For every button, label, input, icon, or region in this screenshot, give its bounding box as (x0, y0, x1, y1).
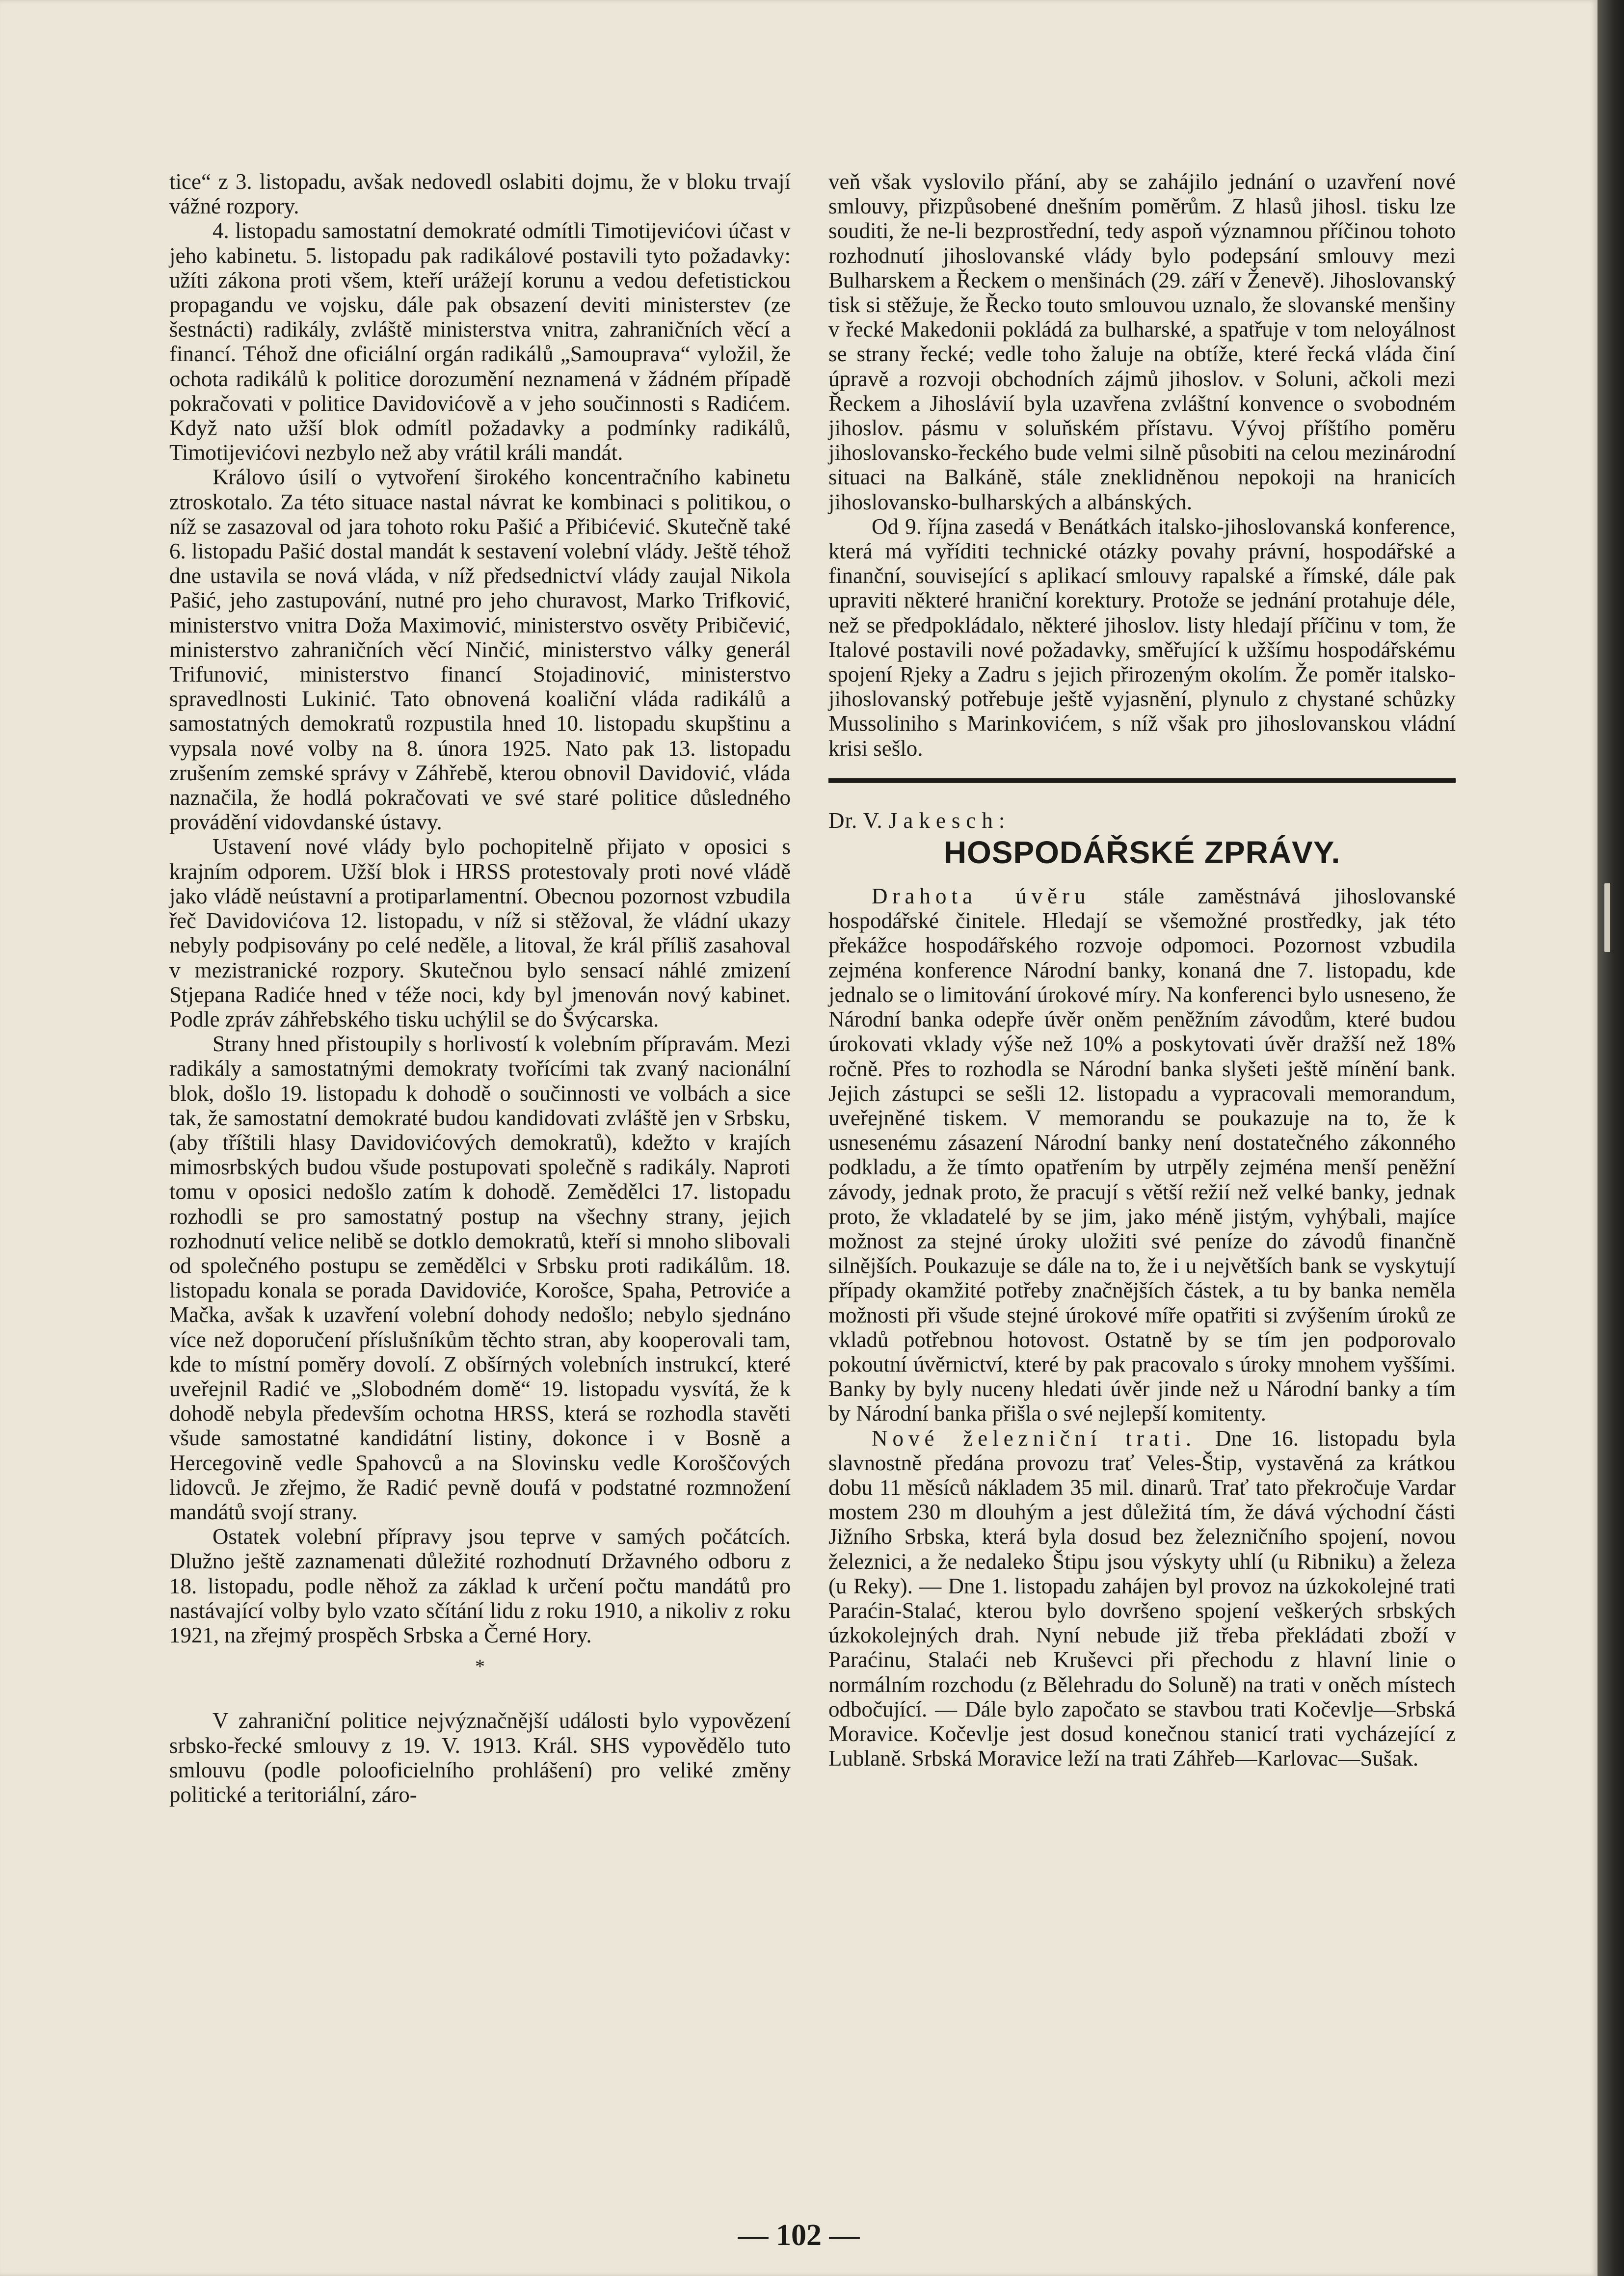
left-paragraph-7: V zahraniční politice nejvýznačnější události bylo vypovězení srbsko-řecké smlouvy z 19. V. 1913. Král. SHS vypovědělo tuto smlouvu (podle polooficielního prohlášení) pro veliké změny politické a teritoriální, záro- (169, 1708, 791, 1807)
left-paragraph-4: Ustavení nové vlády bylo pochopitelně přijato v oposici s krajním odporem. Užší blok i HRSS protestovaly proti nové vládě jako vládě neústavní a protiparlamentní. Obecnou pozornost vzbudila řeč Davidovićova 12. listopadu, v níž si stěžoval, že vládní ukazy nebyly podpisovány po celé neděle, a litoval, že král příliš zasahoval v mezistranické rozpory. Skutečnou bylo sensací náhlé zmizení Stjepana Radiće hned v téže noci, kdy byl jmenován nový kabinet. Podle zpráv záhřebského tisku uchýlil se do Švýcarska. (169, 834, 791, 1032)
byline-name: Jakesch: (888, 808, 1011, 833)
paragraph-body: Dne 16. listopadu byla slavnostně předána provozu trať Veles-Štip, vystavěná za krátkou dobu 11 měsíců nákladem 35 mil. dinarů. Trať tato překročuje Vardar mostem 230 m dlouhým a jest důležitá tím, že dává východní části Jižního Srbska, která byla dosud bez železničního spojení, novou železnici, a že nedaleko Štipu jsou výskyty uhlí (u Ribniku) a železa (u Reky). — Dne 1. listopadu zahájen byl provoz na úzkokolejné trati Paraćin-Stalać, kterou bylo dovršeno spojení veškerých srbských úzkokolejných drah. Nyní nebude již třeba překládati zboží v Paraćinu, Stalaći neb Kruševci při přechodu z hlavní linie o normálním rozchodu (z Bělehradu do Soluně) na trati v oněch místech odbočující. — Dále bylo započato se stavbou trati Kočevlje—Srbská Moravice. Kočevlje jest dosud konečnou stanicí trati vycházející z Lublaně. Srbská Moravice leží na trati Záhřeb—Karlovac—Sušak. (828, 1426, 1456, 1771)
left-paragraph-3: Královo úsilí o vytvoření širokého koncentračního kabinetu ztroskotalo. Za této situace nastal návrat ke kombinaci s politikou, o níž se zasazoval od jara tohoto roku Pašić a Přibićević. Skutečně také 6. listopadu Pašić dostal mandát k sestavení volební vlády. Ještě téhož dne ustavila se nová vláda, v níž předsednictví vlády zaujal Nikola Pašić, jeho zastupování, nutné pro jeho churavost, Marko Trifković, ministerstvo vnitra Doža Maximović, ministerstvo osvěty Pribičević, ministerstvo zahraničních věcí Ninčić, ministerstvo války generál Trifunović, ministerstvo financí Stojadinović, ministerstvo spravedlnosti Lukinić. Tato obnovená koaliční vláda radikálů a samostatných demokratů rozpustila hned 10. listopadu skupštinu a vypsala nové volby na 8. února 1925. Nato pak 13. listopadu zrušením zemské správy v Záhřebě, kterou obnovil Davidović, vláda naznačila, že hodlá pokračovati ve své staré politice důsledného provádění vidovdanské ústavy. (169, 465, 791, 835)
left-column (169, 169, 791, 1807)
byline-prefix: Dr. V. (828, 808, 883, 833)
section-separator-star: * (475, 1655, 485, 1678)
left-paragraph-6: Ostatek volební přípravy jsou teprve v samých počátcích. Dlužno ještě zaznamenati důležité rozhodnutí Državného odboru z 18. listopadu, podle něhož za základ k určení počtu mandátů pro nastávající volby bylo vzato sčítání lidu z roku 1910, a nikoliv z roku 1921, na zřejmý prospěch Srbska a Černé Hory. (169, 1524, 791, 1647)
right-column (828, 169, 1456, 1771)
paragraph-lead: Drahota úvěru (872, 884, 1091, 909)
scan-edge (1597, 0, 1624, 2276)
page-number: — 102 — (738, 2219, 860, 2252)
right-paragraph-3 (828, 884, 1456, 1426)
paragraph-lead: Nové železniční trati. (872, 1426, 1197, 1451)
right-paragraph-1: veň však vyslovilo přání, aby se zahájilo jednání o uzavření nové smlouvy, přizpůsobené dnešním poměrům. Z hlasů jihosl. tisku lze souditi, že ne-li bezprostřední, tedy aspoň významnou příčinou tohoto rozhodnutí jihoslovanské vlády bylo podepsání smlouvy mezi Bulharskem a Řeckem o menšinách (29. září v Ženevě). Jihoslovanský tisk si stěžuje, že Řecko touto smlouvou uznalo, že slovanské menšiny v řecké Makedonii pokládá za bulharské, a spatřuje v tom neloyálnost se strany řecké; vedle toho žaluje na obtíže, které řecká vláda činí úpravě a rozvoji obchodních zájmů jihoslov. v Soluni, ačkoli mezi Řeckem a Jihoslávií byla uzavřena zvláštní konvence o svobodném jihoslov. pásmu v soluňském přístavu. Vývoj příštího poměru jihoslovansko-řeckého bude velmi silně působiti na celou mezinárodní situaci na Balkáně, stále zneklidněnou nepokoji na hranicích jihoslovansko-bulharských a albánských. (828, 169, 1456, 514)
section-divider (828, 778, 1456, 783)
section-title: HOSPODÁŘSKÉ ZPRÁVY. (943, 835, 1341, 871)
article-byline (828, 808, 1456, 833)
left-paragraph-1: tice“ z 3. listopadu, avšak nedovedl oslabiti dojmu, že v bloku trvají vážné rozpory. (169, 169, 791, 219)
edge-mark (1604, 883, 1610, 952)
right-paragraph-2: Od 9. října zasedá v Benátkách italsko-jihoslovanská konference, která má vyříditi technické otázky povahy právní, hospodářské a finanční, související s aplikací smlouvy rapalské a římské, dále pak upraviti některé hraniční korektury. Protože se jednání protahuje déle, než se předpokládalo, některé jihoslov. listy hledají příčinu v tom, že Italové postavili nové požadavky, směřující k užšímu hospodářskému spojení Rjeky a Zadru s jejich přirozeným okolím. Že poměr italsko-jihoslovanský potřebuje ještě vyjasnění, plynulo z chystané schůzky Mussoliniho s Marinkovićem, s níž však pro jihoslovanskou vládní krisi sešlo. (828, 514, 1456, 761)
left-paragraph-5: Strany hned přistoupily s horlivostí k volebním přípravám. Mezi radikály a samostatnými demokraty tvořícími tak zvaný nacionální blok, došlo 19. listopadu k dohodě o součinnosti ve volbách a sice tak, že samostatní demokraté budou kandidovati zvláště jen v Srbsku, (aby tříštili hlasy Davidovićových demokratů), kdežto v krajích mimosrbských budou všude postupovati společně s radikály. Naproti tomu v oposici nedošlo zatím k dohodě. Zemědělci 17. listopadu rozhodli se pro samostatný postup na všechny strany, jejich rozhodnutí velice nelibě se dotklo demokratů, kteří si mnoho slibovali od společného postupu se zemědělci v Srbsku proti radikálům. 18. listopadu konala se porada Davidoviće, Korošce, Spaha, Petroviće a Mačka, avšak k uzavření volební dohody nedošlo; nebylo sjednáno více než doporučení příslušníkům těchto stran, aby kooperovali tam, kde to místní poměry dovolí. Z obšírných volebních instrukcí, které uveřejnil Radić ve „Slobodném domě“ 19. listopadu vysvítá, že k dohodě nebyla především ochotna HRSS, která se rozhodla stavěti všude samostatné kandidátní listiny, dokonce i v Bosně a Hercegovině vedle Spahovců a na Slovinsku vedle Koroščových lidovců. Je zřejmo, že Radić pevně doufá v podstatné rozmnožení mandátů svojí strany. (169, 1032, 791, 1524)
paragraph-body: stále zaměstnává jihoslovanské hospodářské činitele. Hledají se všemožné prostředky, jak této překážce hospodářského rozvoje odpomoci. Pozornost vzbudila zejména konference Národní banky, konaná dne 7. listopadu, kde jednalo se o limitování úrokové míry. Na konferenci bylo usneseno, že Národní banka odepře úvěr oněm peněžním závodům, které budou úrokovati vklady výše než 10% a poskytovati úvěr dražší než 18% ročně. Přes to rozhodla se Národní banka slyšeti ještě mínění bank. Jejich zástupci se sešli 12. listopadu a vypracovali memorandum, uveřejněné tiskem. V memorandu se poukazuje na to, že k usnesenému zásazení Národní banky není dostatečného zákonného podkladu, a že tímto opatřením by utrpěly zejména menší peněžní závody, jednak proto, že pracují s větší režií než velké banky, jednak proto, že vkladatelé by se jim, jako méně jistým, vyhýbali, majíce možnost za stejné úroky uložiti své peníze do závodů finančně silnějších. Poukazuje se dále na to, že i u největších bank se vyskytují případy okamžité potřeby značnějších částek, a tu by banka neměla možnosti při všude stejné úrokové míře opatřiti si zvýšením úroků ze vkladů potřebnou hotovost. Ostatně by se tím jen podporovalo pokoutní úvěrnictví, které by pak pracovalo s úroky mnohem vyššími. Banky by byly nuceny hledati úvěr jinde než u Národní banky a tím by Národní banka přišla o své nejlepší komitenty. (828, 884, 1456, 1426)
left-paragraph-2: 4. listopadu samostatní demokraté odmítli Timotijevićovi účast v jeho kabinetu. 5. listopadu pak radikálové postavili tyto požadavky: užíti zákona proti všem, kteří urážejí korunu a vedou defetistickou propagandu ve vojsku, dále pak obsazení deviti ministerstev (ze šestnácti) radikály, zvláště ministerstva vnitra, zahraničních věcí a financí. Téhož dne oficiální orgán radikálů „Samouprava“ vyložil, že ochota radikálů k politice dorozumění neznamená v žádném případě pokračovati v politice Davidovićově a v jeho součinnosti s Radićem. Když nato užší blok odmítl požadavky a podmínky radikálů, Timotijevićovi nezbylo než aby vrátil králi mandát. (169, 218, 791, 465)
spacer (169, 1683, 791, 1708)
right-paragraph-4 (828, 1426, 1456, 1771)
